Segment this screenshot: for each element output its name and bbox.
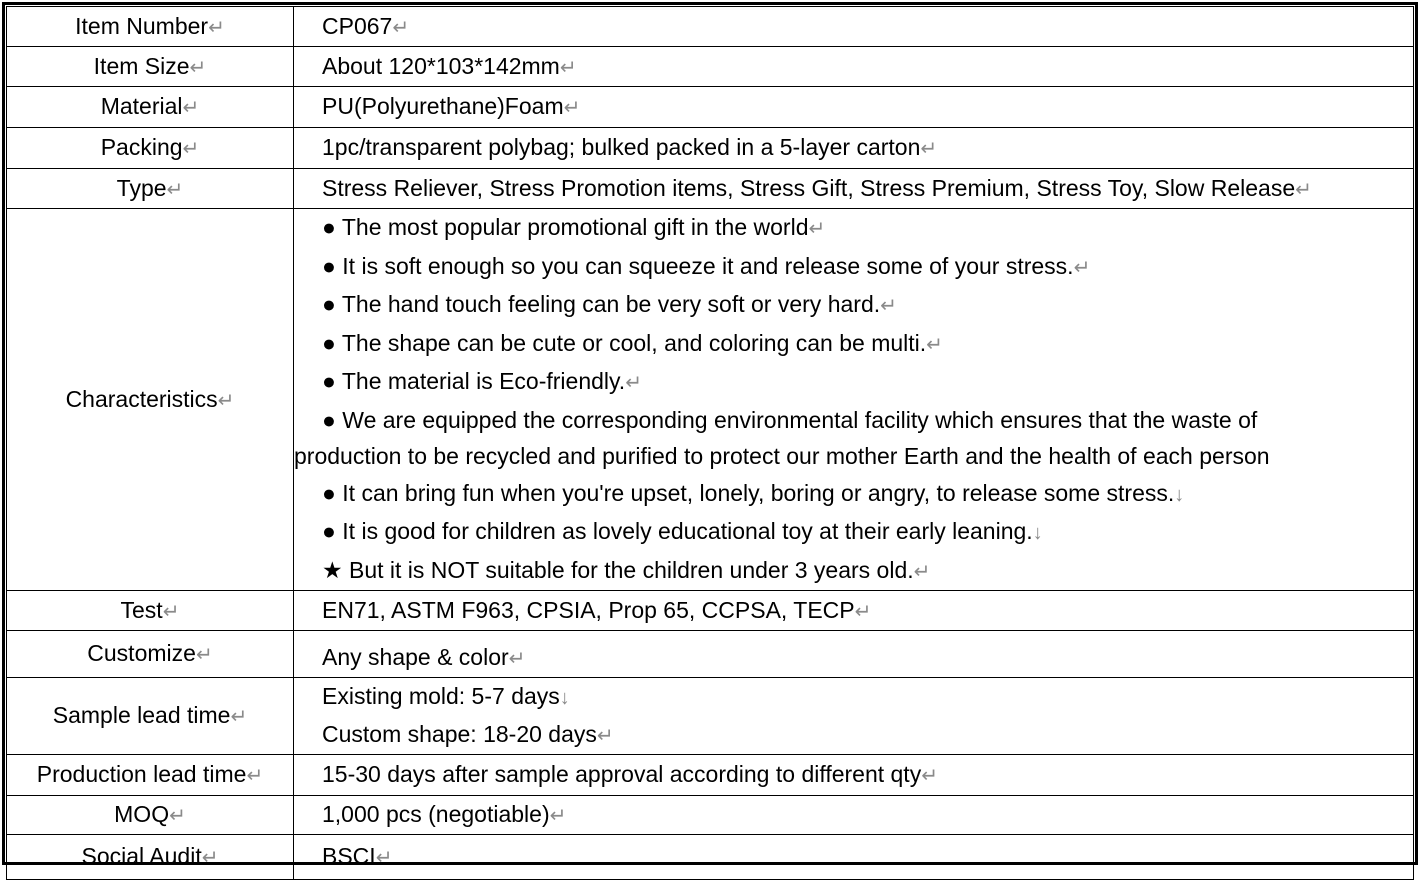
material-label: Material↵ (7, 87, 294, 128)
characteristics-value (294, 209, 1414, 591)
social-audit-value: BSCI↵ (294, 835, 1414, 880)
table-row-production-lead-time (7, 755, 1414, 796)
item-number-value: CP067↵ (294, 7, 1414, 47)
social-audit-label: Social Audit↵ (7, 835, 294, 880)
type-label: Type↵ (7, 169, 294, 209)
characteristic-line: ● We are equipped the corresponding environmental facility which ensures that the waste of (322, 406, 1258, 433)
table-row-customize (7, 631, 1414, 678)
item-size-value: About 120*103*142mm↵ (294, 47, 1414, 87)
item-number-label: Item Number↵ (7, 7, 294, 47)
test-label: Test↵ (7, 591, 294, 631)
moq-value: 1,000 pcs (negotiable)↵ (294, 796, 1414, 835)
table-row-packing (7, 128, 1414, 169)
characteristics-label: Characteristics↵ (7, 209, 294, 591)
production-lead-time-label: Production lead time↵ (7, 755, 294, 796)
test-value: EN71, ASTM F963, CPSIA, Prop 65, CCPSA, TECP↵ (294, 591, 1414, 631)
characteristic-warning-line: ★ But it is NOT suitable for the children under 3 years old.↵ (322, 556, 931, 583)
material-value: PU(Polyurethane)Foam↵ (294, 87, 1414, 128)
characteristic-line: ● It is soft enough so you can squeeze it and release some of your stress.↵ (322, 252, 1091, 279)
characteristic-line: ● The most popular promotional gift in the world↵ (322, 214, 826, 240)
table-row-material (7, 87, 1414, 128)
customize-label: Customize↵ (7, 631, 294, 678)
characteristic-line: ● It is good for children as lovely educational toy at their early leaning.↓ (322, 518, 1043, 544)
packing-value: 1pc/transparent polybag; bulked packed in a 5-layer carton↵ (294, 128, 1414, 169)
sample-lead-time-label: Sample lead time↵ (7, 678, 294, 755)
customize-value: Any shape & color↵ (294, 631, 1414, 678)
item-size-label: Item Size↵ (7, 47, 294, 87)
table-row-sample-lead-time (7, 678, 1414, 755)
table-row-item-size (7, 47, 1414, 87)
sample-lead-time-line: Existing mold: 5-7 days↓ (322, 683, 570, 709)
table-row-moq (7, 796, 1414, 835)
table-row-characteristics (7, 209, 1414, 591)
sample-lead-time-line: Custom shape: 18-20 days↵ (322, 721, 614, 747)
characteristic-line: ● The hand touch feeling can be very soft or very hard.↵ (322, 291, 897, 317)
characteristic-line: ● The material is Eco-friendly.↵ (322, 368, 642, 394)
sample-lead-time-value (294, 678, 1414, 755)
table-row-type (7, 169, 1414, 209)
table-row-item-number (7, 7, 1414, 47)
table-row-social-audit (7, 835, 1414, 880)
moq-label: MOQ↵ (7, 796, 294, 835)
characteristic-line-continuation: production to be recycled and purified to protect our mother Earth and the health of each person (294, 443, 1270, 469)
product-spec-table (6, 6, 1414, 880)
production-lead-time-value: 15-30 days after sample approval according to different qty↵ (294, 755, 1414, 796)
packing-label: Packing↵ (7, 128, 294, 169)
characteristic-line: ● The shape can be cute or cool, and coloring can be multi.↵ (322, 329, 943, 356)
characteristic-line: ● It can bring fun when you're upset, lonely, boring or angry, to release some stress.↓ (322, 479, 1185, 506)
table-row-test (7, 591, 1414, 631)
type-value: Stress Reliever, Stress Promotion items, Stress Gift, Stress Premium, Stress Toy, Slow Release↵ (294, 169, 1414, 209)
